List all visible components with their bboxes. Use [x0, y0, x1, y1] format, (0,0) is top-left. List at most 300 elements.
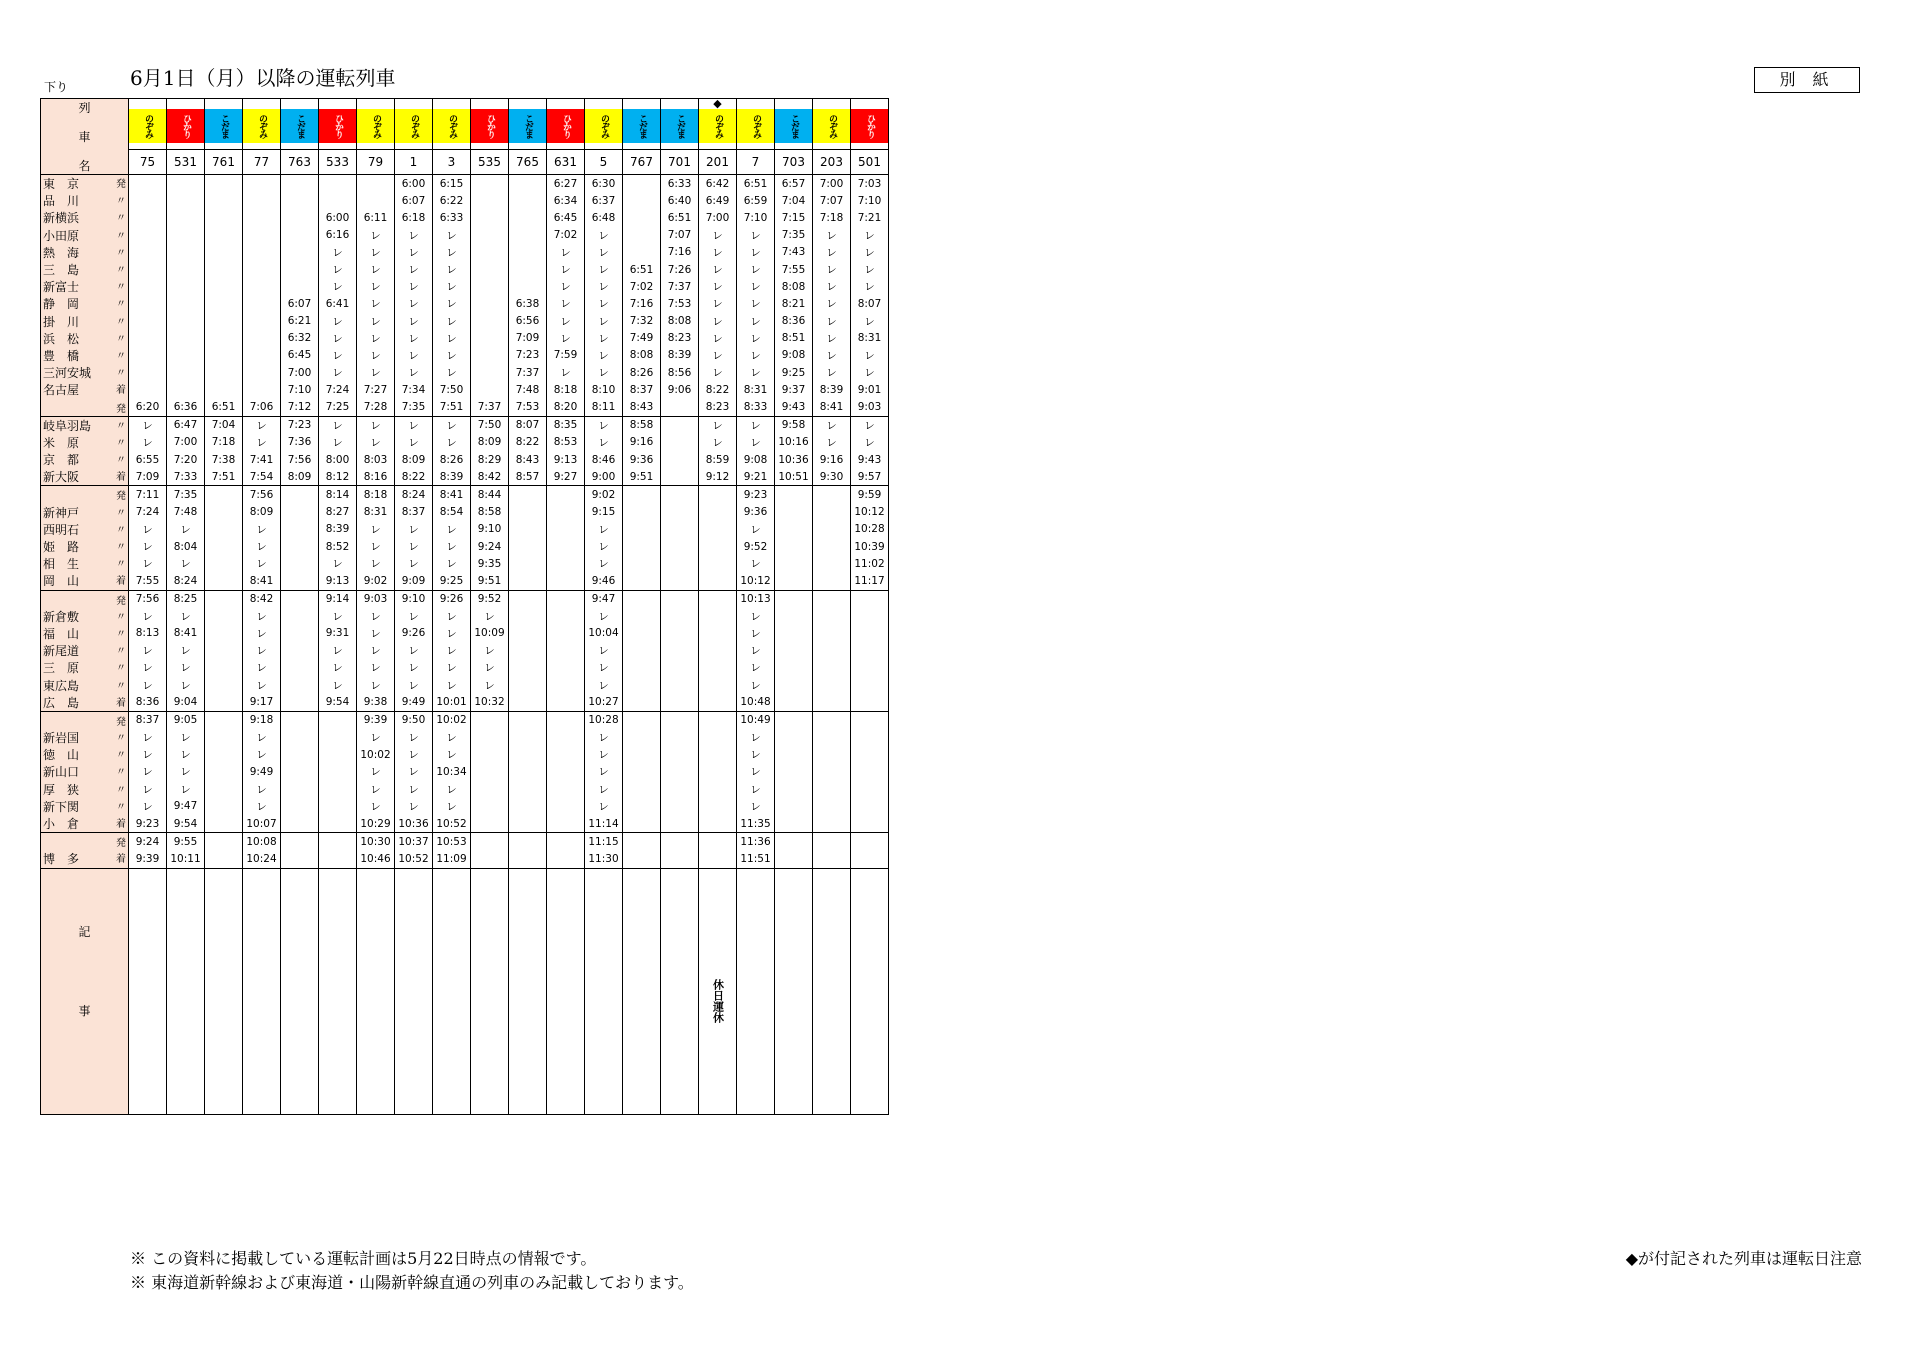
station-row — [41, 781, 889, 798]
time-cell — [661, 815, 699, 833]
time-cell: レ — [585, 261, 623, 278]
station-cell — [41, 781, 129, 798]
time-cell — [281, 781, 319, 798]
time-cell: 8:24 — [395, 486, 433, 504]
time-cell: 6:57 — [775, 175, 813, 193]
time-cell: 7:48 — [167, 504, 205, 521]
time-cell: 8:36 — [775, 313, 813, 330]
time-cell — [243, 278, 281, 295]
time-cell — [509, 538, 547, 555]
time-cell: 7:12 — [281, 398, 319, 416]
time-cell — [775, 798, 813, 815]
time-cell — [623, 694, 661, 712]
time-cell: レ — [851, 313, 889, 330]
time-cell — [813, 781, 851, 798]
time-cell: 8:10 — [585, 381, 623, 398]
time-cell — [205, 538, 243, 555]
train-note-cell — [737, 868, 775, 1114]
time-cell — [205, 347, 243, 364]
time-cell — [319, 729, 357, 746]
time-cell — [509, 763, 547, 780]
time-cell: 9:17 — [243, 694, 281, 712]
time-cell — [205, 746, 243, 763]
time-cell: 9:25 — [433, 572, 471, 590]
time-cell: レ — [737, 330, 775, 347]
time-cell: レ — [699, 244, 737, 261]
time-cell: レ — [319, 642, 357, 659]
time-cell: 10:30 — [357, 833, 395, 851]
time-cell: レ — [547, 330, 585, 347]
time-cell — [699, 833, 737, 851]
time-cell — [471, 192, 509, 209]
time-cell — [509, 572, 547, 590]
time-cell — [851, 608, 889, 625]
time-cell: 8:09 — [281, 468, 319, 486]
time-cell: 8:56 — [661, 364, 699, 381]
station-cell — [41, 504, 129, 521]
time-cell — [243, 192, 281, 209]
time-cell: 9:46 — [585, 572, 623, 590]
time-cell — [205, 815, 243, 833]
time-cell: 6:36 — [167, 398, 205, 416]
time-cell — [281, 642, 319, 659]
time-cell: 8:51 — [775, 330, 813, 347]
station-cell — [41, 763, 129, 780]
time-cell — [661, 608, 699, 625]
station-suffix: 〃 — [116, 784, 126, 796]
time-cell: 9:36 — [623, 451, 661, 468]
train-number: 765 — [509, 150, 547, 175]
time-cell — [509, 850, 547, 868]
time-cell: レ — [433, 538, 471, 555]
train-type-cell — [813, 99, 851, 150]
time-cell — [547, 676, 585, 693]
time-cell: レ — [395, 521, 433, 538]
time-cell: レ — [585, 521, 623, 538]
time-cell: 7:50 — [433, 381, 471, 398]
time-cell: レ — [357, 295, 395, 312]
time-cell: 8:22 — [509, 434, 547, 451]
station-row — [41, 468, 889, 486]
station-name: 新尾道 — [43, 644, 80, 659]
time-cell: 7:18 — [813, 209, 851, 226]
time-cell — [509, 798, 547, 815]
train-type-cell — [509, 99, 547, 150]
time-cell: 8:58 — [471, 504, 509, 521]
time-cell: 7:33 — [167, 468, 205, 486]
time-cell: 8:07 — [851, 295, 889, 312]
time-cell — [509, 833, 547, 851]
time-cell: レ — [547, 261, 585, 278]
time-cell: レ — [395, 261, 433, 278]
time-cell — [509, 227, 547, 244]
train-note-cell — [319, 868, 357, 1114]
time-cell: 8:36 — [129, 694, 167, 712]
time-cell — [699, 711, 737, 729]
station-row — [41, 175, 889, 193]
header-row-label: 列 — [78, 101, 91, 115]
time-cell: レ — [357, 538, 395, 555]
station-cell — [41, 313, 129, 330]
train-number: 703 — [775, 150, 813, 175]
time-cell: 8:41 — [167, 625, 205, 642]
time-cell: 11:15 — [585, 833, 623, 851]
time-cell — [509, 642, 547, 659]
time-cell: レ — [357, 659, 395, 676]
station-cell — [41, 590, 129, 608]
station-cell — [41, 746, 129, 763]
time-cell — [623, 746, 661, 763]
time-cell: レ — [129, 555, 167, 572]
time-cell: 8:03 — [357, 451, 395, 468]
station-name: 広 島 — [43, 695, 80, 710]
time-cell — [813, 711, 851, 729]
train-note-cell — [129, 868, 167, 1114]
time-cell: 6:27 — [547, 175, 585, 193]
time-cell — [623, 175, 661, 193]
time-cell — [851, 625, 889, 642]
notes-label: 事 — [78, 1004, 91, 1018]
time-cell: 10:27 — [585, 694, 623, 712]
time-cell: レ — [585, 746, 623, 763]
time-cell: 10:07 — [243, 815, 281, 833]
time-cell — [661, 676, 699, 693]
station-cell — [41, 676, 129, 693]
time-cell: 7:59 — [547, 347, 585, 364]
time-cell: レ — [699, 330, 737, 347]
time-cell — [129, 175, 167, 193]
time-cell — [167, 209, 205, 226]
time-cell: レ — [357, 763, 395, 780]
time-cell — [205, 504, 243, 521]
time-cell: 7:55 — [129, 572, 167, 590]
train-type-cell — [737, 99, 775, 150]
time-cell — [623, 676, 661, 693]
station-cell — [41, 555, 129, 572]
time-cell: 9:02 — [357, 572, 395, 590]
time-cell: 8:08 — [623, 347, 661, 364]
time-cell — [357, 192, 395, 209]
time-cell: 7:51 — [205, 468, 243, 486]
time-cell — [167, 295, 205, 312]
time-cell: 7:50 — [471, 416, 509, 434]
time-cell — [243, 244, 281, 261]
time-cell — [547, 850, 585, 868]
station-name: 岡 山 — [43, 574, 80, 589]
time-cell: レ — [319, 244, 357, 261]
time-cell — [129, 209, 167, 226]
time-cell: 7:11 — [129, 486, 167, 504]
time-cell: レ — [737, 608, 775, 625]
train-type-cell — [281, 99, 319, 150]
time-cell: レ — [167, 642, 205, 659]
train-number: 631 — [547, 150, 585, 175]
time-cell: レ — [395, 313, 433, 330]
time-cell: 8:12 — [319, 468, 357, 486]
station-name: 姫 路 — [43, 540, 80, 555]
attachment-label: 別 紙 — [1754, 67, 1860, 93]
time-cell — [623, 625, 661, 642]
time-cell — [699, 625, 737, 642]
time-cell — [699, 538, 737, 555]
time-cell: レ — [319, 364, 357, 381]
time-cell — [281, 659, 319, 676]
train-number: 531 — [167, 150, 205, 175]
time-cell: 7:53 — [661, 295, 699, 312]
train-type-cell — [129, 99, 167, 150]
station-suffix: 着 — [116, 854, 126, 866]
time-cell: レ — [737, 781, 775, 798]
time-cell — [319, 815, 357, 833]
time-cell: レ — [395, 642, 433, 659]
time-cell — [851, 729, 889, 746]
time-cell: 8:24 — [167, 572, 205, 590]
time-cell: 7:06 — [243, 398, 281, 416]
time-cell — [471, 833, 509, 851]
notes-label: 記 — [78, 925, 91, 939]
time-cell — [547, 659, 585, 676]
station-row — [41, 572, 889, 590]
time-cell — [699, 746, 737, 763]
time-cell: レ — [585, 608, 623, 625]
time-cell: レ — [737, 295, 775, 312]
time-cell — [623, 850, 661, 868]
time-cell: レ — [129, 729, 167, 746]
train-header-label — [41, 99, 129, 175]
time-cell: レ — [585, 763, 623, 780]
time-cell: 11:17 — [851, 572, 889, 590]
station-suffix: 〃 — [116, 350, 126, 362]
time-cell: レ — [319, 416, 357, 434]
time-cell — [205, 381, 243, 398]
time-cell — [243, 364, 281, 381]
time-cell — [129, 295, 167, 312]
time-cell — [205, 521, 243, 538]
time-cell: 6:20 — [129, 398, 167, 416]
time-cell — [813, 504, 851, 521]
time-cell: 10:53 — [433, 833, 471, 851]
train-type-label: ひかり — [471, 109, 508, 143]
station-row — [41, 504, 889, 521]
time-cell: レ — [167, 608, 205, 625]
time-cell: レ — [357, 261, 395, 278]
time-cell — [547, 572, 585, 590]
time-cell: 10:02 — [357, 746, 395, 763]
time-cell: 8:58 — [623, 416, 661, 434]
time-cell: 9:39 — [357, 711, 395, 729]
direction-label: 下り — [44, 80, 69, 94]
time-cell — [509, 261, 547, 278]
train-number: 203 — [813, 150, 851, 175]
station-cell — [41, 572, 129, 590]
time-cell — [775, 521, 813, 538]
time-cell — [775, 625, 813, 642]
station-cell — [41, 659, 129, 676]
time-cell: 8:43 — [509, 451, 547, 468]
time-cell: 9:47 — [585, 590, 623, 608]
time-cell: レ — [813, 347, 851, 364]
time-cell — [699, 815, 737, 833]
time-cell: レ — [319, 434, 357, 451]
station-row — [41, 538, 889, 555]
time-cell: 6:56 — [509, 313, 547, 330]
time-cell — [471, 209, 509, 226]
time-cell: レ — [357, 416, 395, 434]
time-cell: 7:55 — [775, 261, 813, 278]
time-cell — [547, 781, 585, 798]
time-cell — [699, 850, 737, 868]
time-cell: レ — [357, 521, 395, 538]
time-cell — [547, 833, 585, 851]
time-cell: レ — [585, 676, 623, 693]
time-cell — [775, 833, 813, 851]
time-cell — [623, 521, 661, 538]
time-cell — [167, 192, 205, 209]
time-cell: 9:14 — [319, 590, 357, 608]
time-cell — [661, 711, 699, 729]
header-row-label: 車 — [78, 130, 91, 144]
time-cell — [699, 555, 737, 572]
time-cell: 8:37 — [395, 504, 433, 521]
time-cell — [281, 261, 319, 278]
time-cell — [851, 781, 889, 798]
station-suffix: 〃 — [116, 265, 126, 277]
time-cell: レ — [737, 642, 775, 659]
time-cell: 6:34 — [547, 192, 585, 209]
time-cell: 7:04 — [775, 192, 813, 209]
time-cell: 6:45 — [547, 209, 585, 226]
time-cell: 7:07 — [661, 227, 699, 244]
time-cell: レ — [585, 227, 623, 244]
station-row — [41, 711, 889, 729]
time-cell: レ — [357, 555, 395, 572]
time-cell: レ — [547, 295, 585, 312]
time-cell — [699, 521, 737, 538]
time-cell — [129, 313, 167, 330]
time-cell — [509, 815, 547, 833]
time-cell: 8:39 — [433, 468, 471, 486]
time-cell: 10:24 — [243, 850, 281, 868]
time-cell: 7:09 — [129, 468, 167, 486]
train-number: 77 — [243, 150, 281, 175]
station-cell — [41, 694, 129, 712]
time-cell: 7:10 — [281, 381, 319, 398]
time-cell — [319, 781, 357, 798]
time-cell — [281, 192, 319, 209]
train-note-cell — [623, 868, 661, 1114]
time-cell — [661, 833, 699, 851]
time-cell: レ — [699, 295, 737, 312]
train-note-cell — [433, 868, 471, 1114]
time-cell — [205, 833, 243, 851]
time-cell: 9:24 — [129, 833, 167, 851]
time-cell: 9:00 — [585, 468, 623, 486]
station-cell — [41, 815, 129, 833]
time-cell: 8:37 — [623, 381, 661, 398]
time-cell: レ — [471, 659, 509, 676]
time-cell: レ — [243, 625, 281, 642]
time-cell — [813, 850, 851, 868]
time-cell: 10:04 — [585, 625, 623, 642]
time-cell — [281, 486, 319, 504]
time-cell: 7:54 — [243, 468, 281, 486]
diamond-mark: ◆ — [713, 98, 722, 110]
time-cell: レ — [395, 278, 433, 295]
time-cell: レ — [357, 347, 395, 364]
time-cell: 11:09 — [433, 850, 471, 868]
time-cell — [813, 694, 851, 712]
time-cell — [623, 486, 661, 504]
time-cell: 8:29 — [471, 451, 509, 468]
time-cell — [775, 711, 813, 729]
time-cell — [851, 815, 889, 833]
time-cell: 6:21 — [281, 313, 319, 330]
time-cell: 7:16 — [623, 295, 661, 312]
time-cell: 10:36 — [395, 815, 433, 833]
time-cell: 9:52 — [737, 538, 775, 555]
train-type-cell — [623, 99, 661, 150]
time-cell: 9:47 — [167, 798, 205, 815]
train-type-label: のぞみ — [395, 109, 432, 143]
station-suffix: 〃 — [116, 663, 126, 675]
time-cell: 7:21 — [851, 209, 889, 226]
time-cell: 6:59 — [737, 192, 775, 209]
station-row — [41, 416, 889, 434]
station-cell — [41, 227, 129, 244]
train-type-label: ひかり — [167, 109, 204, 143]
time-cell: レ — [813, 330, 851, 347]
station-row — [41, 313, 889, 330]
train-type-cell — [205, 99, 243, 150]
station-row — [41, 192, 889, 209]
time-cell — [205, 659, 243, 676]
time-cell: レ — [167, 729, 205, 746]
station-cell — [41, 398, 129, 416]
time-cell: レ — [737, 434, 775, 451]
time-cell: レ — [395, 608, 433, 625]
station-cell — [41, 330, 129, 347]
time-cell: 8:42 — [243, 590, 281, 608]
time-cell: レ — [357, 227, 395, 244]
time-cell: レ — [319, 330, 357, 347]
time-cell: 10:51 — [775, 468, 813, 486]
time-cell: 6:33 — [661, 175, 699, 193]
time-cell: レ — [737, 261, 775, 278]
time-cell: 9:21 — [737, 468, 775, 486]
time-cell — [471, 261, 509, 278]
time-cell — [205, 555, 243, 572]
time-cell: レ — [699, 278, 737, 295]
station-name: 新岩国 — [43, 731, 80, 746]
time-cell: 6:49 — [699, 192, 737, 209]
time-cell: 6:51 — [661, 209, 699, 226]
time-cell — [623, 608, 661, 625]
time-cell — [509, 192, 547, 209]
time-cell: 6:07 — [395, 192, 433, 209]
time-cell — [509, 781, 547, 798]
time-cell — [661, 590, 699, 608]
station-suffix: 〃 — [116, 437, 126, 449]
time-cell — [471, 330, 509, 347]
time-cell — [699, 729, 737, 746]
time-cell: 9:37 — [775, 381, 813, 398]
time-cell — [281, 850, 319, 868]
time-cell: 7:10 — [851, 192, 889, 209]
train-number: 79 — [357, 150, 395, 175]
time-cell — [813, 833, 851, 851]
time-cell — [471, 313, 509, 330]
station-suffix: 〃 — [116, 524, 126, 536]
